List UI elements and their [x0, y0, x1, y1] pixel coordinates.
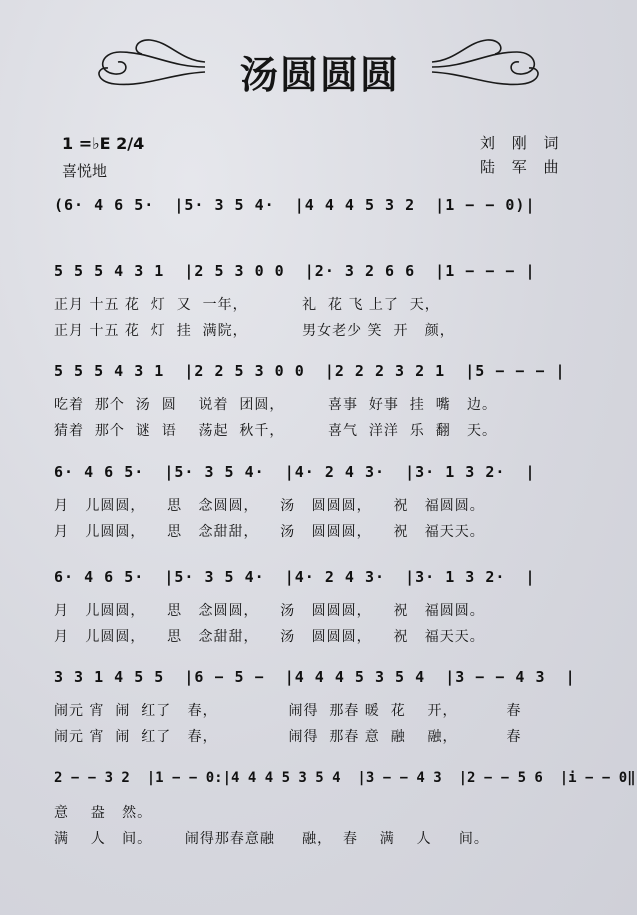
notation: 5 5 5 4 3 1 |2 5 3 0 0 |2· 3 2 6 6 |1 − − − |	[54, 262, 536, 280]
lyric-verse-1: 月 儿圆圆， 思 念圆圆， 汤 圆圆圆， 祝 福圆圆。	[54, 603, 485, 619]
lyric-verse-1: 吃着 那个 汤 圆 说着 团圆， 喜事 好事 挂 嘴 边。	[54, 397, 498, 413]
notation: 6· 4 6 5· |5· 3 5 4· |4· 2 4 3· |3· 1 3 2· |	[54, 463, 536, 481]
lyric-verse-1: 闹元 宵 闹 红了 春， 闹得 那春 暖 花 开， 春	[54, 703, 522, 719]
key-signature: 1 =♭E 2/4	[62, 134, 145, 153]
tempo-marking: 喜悦地	[62, 162, 108, 180]
song-title: 汤圆圆圆	[239, 52, 400, 97]
notation: 3 3 1 4 5 5 |6 − 5 − |4 4 4 5 3 5 4 |3 − − 4 3 |	[54, 668, 576, 686]
lyric-verse-1: 意 盎 然。	[54, 805, 153, 821]
notation: 5 5 5 4 3 1 |2 2 5 3 0 0 |2 2 2 3 2 1 |5 − − − |	[54, 362, 566, 380]
lyricist-credit: 刘 刚 词	[480, 134, 565, 152]
lyric-verse-2: 满 人 间。 闹得那春意融 融， 春 满 人 间。	[54, 831, 489, 847]
notation: 2 − − 3 2 |1 − − 0:|4 4 4 5 3 5 4 |3 − − 4 3 |2 − − 5 6 |i − − 0‖	[54, 770, 636, 786]
lyric-verse-2: 闹元 宵 闹 红了 春， 闹得 那春 意 融 融， 春	[54, 729, 522, 745]
lyric-verse-2: 月 儿圆圆， 思 念甜甜， 汤 圆圆圆， 祝 福天天。	[54, 629, 485, 645]
lyric-verse-2: 正月 十五 花 灯 挂 满院， 男女老少 笑 开 颜，	[54, 323, 455, 339]
composer-credit: 陆 军 曲	[480, 158, 565, 176]
lyric-verse-2: 猜着 那个 谜 语 荡起 秋千， 喜气 洋洋 乐 翻 天。	[54, 423, 498, 439]
lyric-verse-2: 月 儿圆圆， 思 念甜甜， 汤 圆圆圆， 祝 福天天。	[54, 524, 485, 540]
notation: (6· 4 6 5· |5· 3 5 4· |4 4 4 5 3 2 |1 − − 0)|	[54, 196, 536, 214]
lyric-verse-1: 正月 十五 花 灯 又 一年， 礼 花 飞 上了 天，	[54, 297, 440, 313]
title-banner	[0, 22, 637, 102]
notation: 6· 4 6 5· |5· 3 5 4· |4· 2 4 3· |3· 1 3 2· |	[54, 568, 536, 586]
lyric-verse-1: 月 儿圆圆， 思 念圆圆， 汤 圆圆圆， 祝 福圆圆。	[54, 498, 485, 514]
